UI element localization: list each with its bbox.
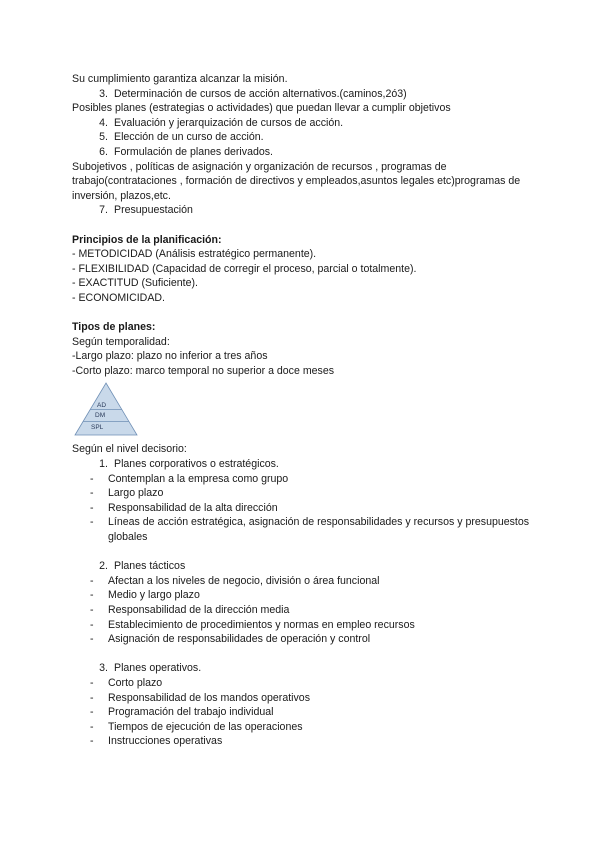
plan-bullet: - Tiempos de ejecución de las operaciones (72, 720, 542, 735)
plan-bullet: - Medio y largo plazo (72, 588, 542, 603)
plan-bullet-text: Responsabilidad de la dirección media (108, 604, 290, 616)
principio-item: - FLEXIBILIDAD (Capacidad de corregir el proceso, parcial o totalmente). (72, 262, 417, 275)
plan-bullet: - Responsabilidad de los mandos operativos (72, 691, 542, 706)
plan-bullet-text: Líneas de acción estratégica, asignación de responsabilidades y recursos y presupuestos globales (108, 516, 530, 544)
principios-heading: Principios de la planificación: (72, 233, 222, 246)
plan-bullet-text: Contemplan a la empresa como grupo (108, 472, 289, 485)
spacer (72, 647, 542, 662)
spacer (72, 218, 542, 233)
pyramid-label-middle: DM (95, 412, 106, 420)
plan-bullet-text: Instrucciones operativas (108, 735, 223, 748)
tipos-heading: Tipos de planes: (72, 321, 156, 334)
plan-bullet: - Programación del trabajo individual (72, 705, 542, 720)
step-text: Evaluación y jerarquización de cursos de acción. (114, 116, 344, 129)
intro-paragraph: Subojetivos , políticas de asignación y organización de recursos , programas de trabajo(contrataciones , formación de directivos y empleados,asuntos legales etc)programas de inversión, plazos,etc. (72, 160, 521, 202)
plan-title-text: Planes tácticos (114, 560, 186, 573)
plan-bullet-text: Medio y largo plazo (108, 589, 200, 602)
plan-bullet-text: Programación del trabajo individual (108, 706, 274, 719)
plan-number: 3. (99, 662, 108, 675)
step-item (72, 145, 542, 160)
plan-bullet-text: Largo plazo (108, 487, 164, 500)
temporal-item: -Corto plazo: marco temporal no superior a doce meses (72, 364, 335, 377)
step-number: 3. (99, 87, 108, 100)
plan-bullet-text: Establecimiento de procedimientos y normas en empleo recursos (108, 618, 415, 631)
plan-title (72, 457, 542, 472)
planning-pyramid (73, 381, 139, 437)
pyramid-shape (75, 383, 137, 435)
plan-bullet: - Responsabilidad de la dirección media (72, 603, 542, 618)
plan-number: 2. (99, 560, 108, 573)
plan-bullet-text: Corto plazo (108, 676, 163, 689)
plan-bullet: - Establecimiento de procedimientos y normas en empleo recursos (72, 618, 542, 633)
temporal-label: Según temporalidad: (72, 335, 170, 348)
plan-bullet: - Contemplan a la empresa como grupo (72, 472, 542, 487)
plan-bullet: - Afectan a los niveles de negocio, división o área funcional (72, 574, 542, 589)
plan-bullet-text: Responsabilidad de los mandos operativos (108, 691, 310, 704)
plan-title (72, 661, 542, 676)
step-item (72, 130, 542, 145)
plan-bullet-text: Tiempos de ejecución de las operaciones (108, 720, 303, 733)
plan-bullet: - Asignación de responsabilidades de operación y control (72, 632, 542, 647)
plan-title-text: Planes operativos. (114, 662, 202, 675)
nivel-label: Según el nivel decisorio: (72, 443, 187, 456)
plan-title (72, 559, 542, 574)
plan-bullet: - Líneas de acción estratégica, asignación de responsabilidades y recursos y presupuestos globales (72, 515, 542, 544)
spacer (72, 306, 542, 321)
pyramid-graphic (73, 381, 139, 437)
step-text: Formulación de planes derivados. (114, 145, 273, 158)
step-text: Determinación de cursos de acción alternativos.(caminos,2ó3) (114, 87, 407, 100)
plan-bullet: - Corto plazo (72, 676, 542, 691)
step-item (72, 203, 542, 218)
step-item (72, 87, 542, 102)
pyramid-label-bottom: SPL (91, 424, 104, 432)
plan-bullet: - Instrucciones operativas (72, 734, 542, 749)
spacer (72, 545, 542, 560)
intro-line: Su cumplimiento garantiza alcanzar la misión. (72, 73, 288, 85)
plan-bullet-text: Afectan a los niveles de negocio, división o área funcional (108, 574, 380, 587)
plan-bullet: - Responsabilidad de la alta dirección (72, 501, 542, 516)
step-text: Presupuestación (114, 204, 193, 217)
document-body (72, 72, 542, 749)
principio-item: - METODICIDAD (Análisis estratégico permanente). (72, 248, 317, 261)
plan-bullet-text: Responsabilidad de la alta dirección (108, 501, 278, 514)
plan-bullet: - Largo plazo (72, 486, 542, 501)
intro-line: Posibles planes (estrategias o actividades) que puedan llevar a cumplir objetivos (72, 102, 451, 115)
step-number: 4. (99, 116, 108, 129)
plan-title-text: Planes corporativos o estratégicos. (114, 458, 279, 471)
step-text: Elección de un curso de acción. (114, 131, 264, 144)
step-number: 6. (99, 145, 108, 158)
step-number: 7. (99, 204, 108, 217)
principio-item: - EXACTITUD (Suficiente). (72, 277, 198, 290)
temporal-item: -Largo plazo: plazo no inferior a tres años (72, 350, 268, 363)
principio-item: - ECONOMICIDAD. (72, 291, 165, 304)
step-item (72, 116, 542, 131)
plan-number: 1. (99, 458, 108, 471)
step-number: 5. (99, 131, 108, 144)
plan-bullet-text: Asignación de responsabilidades de operación y control (108, 633, 371, 646)
pyramid-label-top: AD (97, 402, 107, 410)
